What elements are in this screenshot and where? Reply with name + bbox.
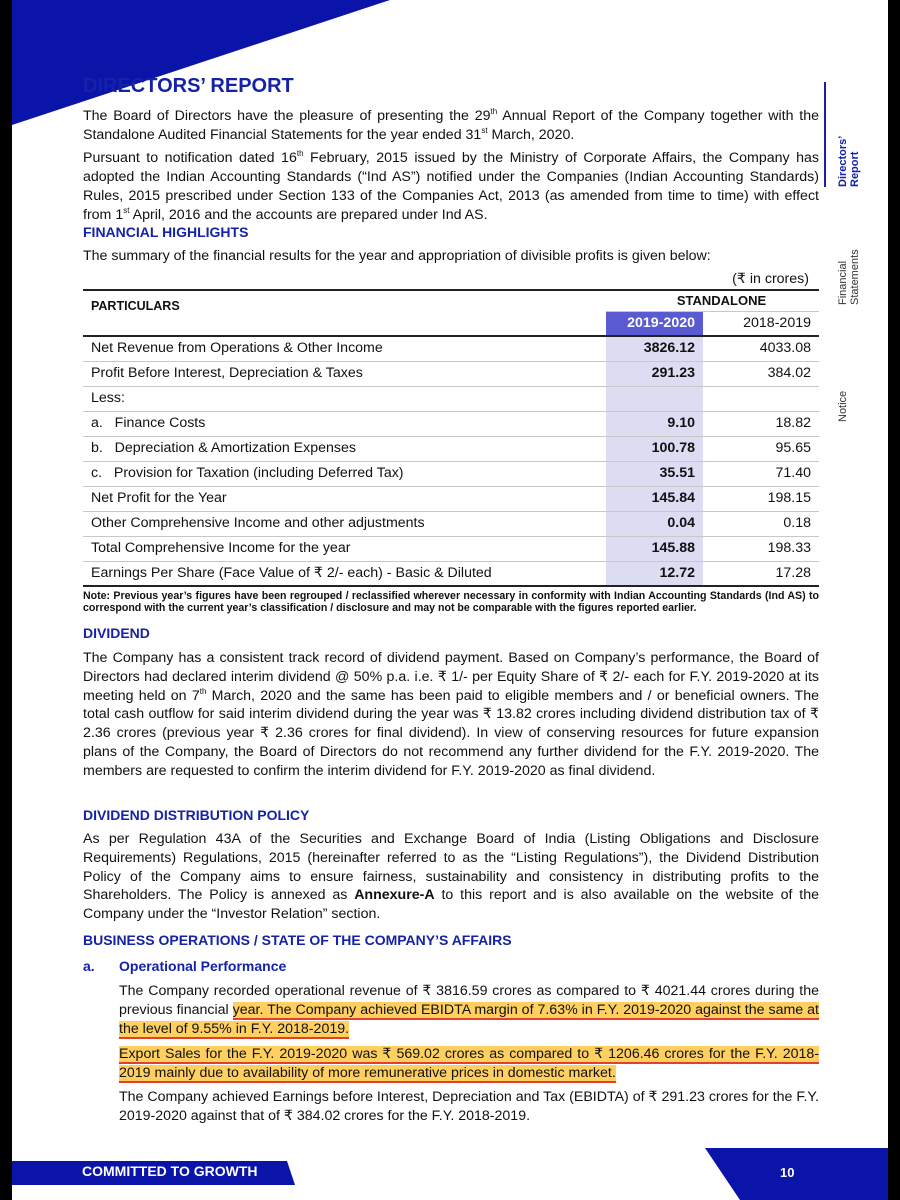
intro-paragraph-1: The Board of Directors have the pleasure of presenting the 29th Annual Report of the Company together with the Standalone Audited Financial Statements for the year ended 31st March, 2020. — [83, 107, 819, 143]
value-2019-2020: 291.23 — [606, 361, 703, 386]
value-2019-2020: 145.88 — [606, 536, 703, 561]
value-2018-2019: 95.65 — [703, 436, 819, 461]
policy-text: As per Regulation 43A of the Securities and Exchange Board of India (Listing Obligations and Disclosure Requirements) Regulations, 2015 (hereinafter referred to as the “Listing Regulations”), the Dividend Distribution Policy of the Company aims to ensure fairness, sustainability and consistency in distributing profits to the Shareholders. The Policy is annexed as Annexure-A to this report and is also available on the website of the Company under the “Investor Relation” section. — [83, 831, 819, 923]
row-label: Net Revenue from Operations & Other Income — [83, 336, 606, 361]
operational-performance-heading: a. Operational Performance — [83, 958, 287, 974]
policy-heading: DIVIDEND DISTRIBUTION POLICY — [83, 807, 310, 823]
value-2019-2020: 145.84 — [606, 486, 703, 511]
value-2018-2019 — [703, 386, 819, 411]
value-2018-2019: 198.15 — [703, 486, 819, 511]
side-tab-notice[interactable]: Notice — [837, 390, 849, 422]
table-row — [83, 436, 819, 461]
table-row — [83, 511, 819, 536]
row-label: Profit Before Interest, Depreciation & Taxes — [83, 361, 606, 386]
value-2018-2019: 17.28 — [703, 561, 819, 586]
financial-highlights-heading: FINANCIAL HIGHLIGHTS — [83, 224, 249, 240]
ops-paragraph-2 — [119, 1045, 819, 1083]
ops-paragraph-3: The Company achieved Earnings before Interest, Depreciation and Tax (EBIDTA) of ₹ 291.23 crores for the F.Y. 2019-2020 against that of ₹ 384.02 crores for the F.Y. 2018-2019. — [119, 1089, 819, 1124]
table-note: Note: Previous year’s figures have been regrouped / reclassified wherever necessary in conformity with Indian Accounting Standards (Ind AS) to correspond with the current year’s classification / disclosure and may not be comparable with the figures reported earlier. — [83, 590, 819, 614]
value-2019-2020: 3826.12 — [606, 336, 703, 361]
table-row — [83, 411, 819, 436]
page-number: 10 — [780, 1165, 795, 1180]
business-operations-heading: BUSINESS OPERATIONS / STATE OF THE COMPANY’S AFFAIRS — [83, 932, 512, 948]
ops-paragraph-1: The Company recorded operational revenue of ₹ 3816.59 crores as compared to ₹ 4021.44 crores during the previous financial year. The Company achieved EBIDTA margin of 7.63% in F.Y. 2019-2020 against the same at the level of 9.55% in F.Y. 2018-2019. — [119, 983, 819, 1037]
row-label: Total Comprehensive Income for the year — [83, 536, 606, 561]
value-2018-2019: 0.18 — [703, 511, 819, 536]
page-title: DIRECTORS’ REPORT — [83, 75, 294, 97]
financial-summary-text: The summary of the financial results for the year and appropriation of divisible profits is given below: — [83, 248, 711, 264]
value-2019-2020: 100.78 — [606, 436, 703, 461]
intro-paragraph-2: Pursuant to notification dated 16th February, 2015 issued by the Ministry of Corporate Affairs, the Company has adopted the Indian Accounting Standards (“Ind AS”) notified under the Companies (Indian Accounting Standards) Rules, 2015 prescribed under Section 133 of the Companies Act, 2013 (as amended from time to time) with effect from 1st April, 2016 and the accounts are prepared under Ind AS. — [83, 149, 819, 223]
value-2019-2020: 0.04 — [606, 511, 703, 536]
value-2018-2019: 384.02 — [703, 361, 819, 386]
row-label: Earnings Per Share (Face Value of ₹ 2/- each) - Basic & Diluted — [83, 561, 606, 586]
table-row — [83, 486, 819, 511]
value-2019-2020: 12.72 — [606, 561, 703, 586]
col-2019-2020: 2019-2020 — [606, 311, 703, 336]
dividend-heading: DIVIDEND — [83, 625, 150, 641]
row-label: c. Provision for Taxation (including Deferred Tax) — [83, 461, 606, 486]
col-standalone: STANDALONE — [606, 290, 819, 311]
table-row — [83, 336, 819, 361]
col-2018-2019: 2018-2019 — [703, 311, 819, 336]
active-tab-indicator — [824, 82, 826, 187]
financial-table — [83, 289, 819, 587]
value-2019-2020 — [606, 386, 703, 411]
side-tab-directors-report[interactable]: Directors’ Report — [837, 135, 861, 187]
table-row — [83, 361, 819, 386]
table-row — [83, 386, 819, 411]
table-row — [83, 561, 819, 586]
value-2018-2019: 18.82 — [703, 411, 819, 436]
highlighted-text: year. The Company achieved EBIDTA margin of 7.63% in F.Y. 2019-2020 against the same at the level of 9.55% in F.Y. 2018-2019. — [119, 1002, 819, 1037]
row-label: a. Finance Costs — [83, 411, 606, 436]
row-label: Net Profit for the Year — [83, 486, 606, 511]
value-2019-2020: 35.51 — [606, 461, 703, 486]
unit-label: (₹ in crores) — [732, 271, 809, 287]
dividend-text: The Company has a consistent track record of dividend payment. Based on Company’s performance, the Board of Directors had declared interim dividend @ 50% p.a. i.e. ₹ 1/- per Equity Share of ₹ 2/- each for F.Y. 2019-2020 at its meeting held on 7th March, 2020 and the same has been paid to eligible members and / or beneficial owners. The total cash outflow for said interim dividend during the year was ₹ 13.82 crores including dividend distribution tax of ₹ 2.36 crores (previous year ₹ 2.36 crores for final dividend). In view of conserving resources for future expansion plans of the Company, the Board of Directors do not recommend any further dividend for the F.Y. 2019-2020. The members are requested to confirm the interim dividend for F.Y. 2019-2020 as final dividend. — [83, 650, 820, 779]
table-row — [83, 461, 819, 486]
row-label: Other Comprehensive Income and other adjustments — [83, 511, 606, 536]
report-page — [12, 0, 888, 1200]
col-particulars: PARTICULARS — [83, 290, 606, 336]
highlighted-text: Export Sales for the F.Y. 2019-2020 was ₹ 569.02 crores as compared to ₹ 1206.46 crores for the F.Y. 2018-2019 mainly due to availability of more remunerative prices in domestic market. — [119, 1046, 819, 1081]
side-tab-financial-statements[interactable]: Financial Statements — [837, 249, 861, 305]
row-label: Less: — [83, 386, 606, 411]
value-2018-2019: 198.33 — [703, 536, 819, 561]
row-label: b. Depreciation & Amortization Expenses — [83, 436, 606, 461]
value-2018-2019: 4033.08 — [703, 336, 819, 361]
footer-tagline: COMMITTED TO GROWTH — [82, 1163, 258, 1179]
value-2019-2020: 9.10 — [606, 411, 703, 436]
table-row — [83, 536, 819, 561]
value-2018-2019: 71.40 — [703, 461, 819, 486]
